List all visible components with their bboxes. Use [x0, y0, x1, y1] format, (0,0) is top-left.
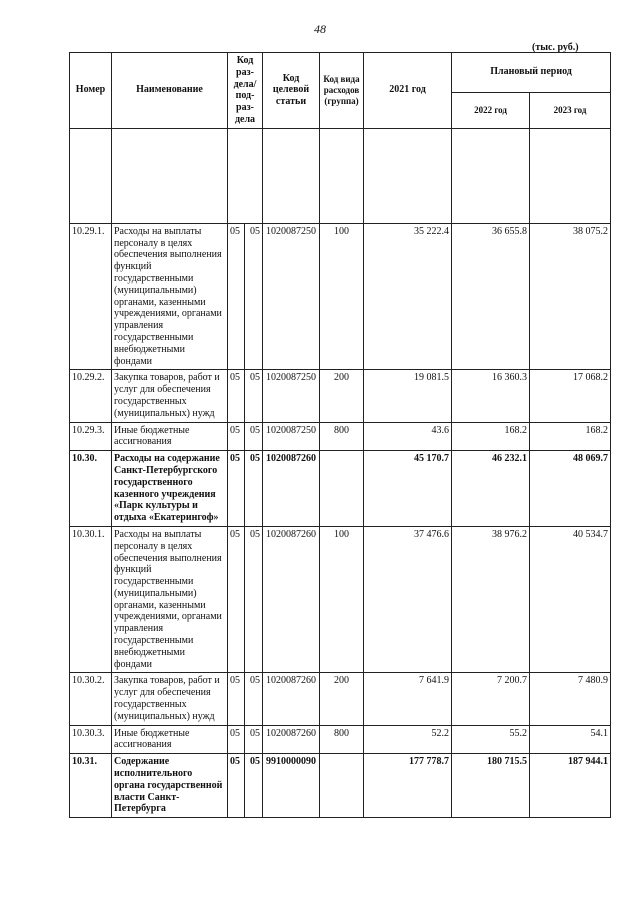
row-target-code: 1020087260: [263, 725, 320, 754]
row-value-2021: 177 778.7: [364, 754, 452, 818]
row-value-2023: 168.2: [530, 422, 611, 451]
table-row: [70, 754, 611, 818]
row-section: 05: [228, 223, 245, 370]
unit-note: (тыс. руб.): [532, 42, 579, 53]
row-number: 10.30.2.: [70, 673, 112, 725]
row-section: 05: [228, 526, 245, 673]
row-section: 05: [228, 370, 245, 422]
table-row: [70, 223, 611, 370]
table-row: [70, 526, 611, 673]
row-name: Расходы на содержание Санкт-Петербургского государственного казенного учреждения «Парк культуры и отдыха «Екатерингоф»: [112, 451, 228, 527]
row-target-code: 1020087250: [263, 223, 320, 370]
row-value-2023: 7 480.9: [530, 673, 611, 725]
row-expense-type: 800: [320, 725, 364, 754]
row-number: 10.30.: [70, 451, 112, 527]
row-subsection: 05: [245, 223, 263, 370]
row-expense-type: 100: [320, 526, 364, 673]
row-target-code: 1020087250: [263, 370, 320, 422]
table-row: [70, 451, 611, 527]
row-name: Иные бюджетные ассигнования: [112, 422, 228, 451]
row-expense-type: 800: [320, 422, 364, 451]
row-value-2023: 54.1: [530, 725, 611, 754]
row-value-2023: 38 075.2: [530, 223, 611, 370]
row-section: 05: [228, 754, 245, 818]
row-value-2022: 55.2: [452, 725, 530, 754]
header-planning-period: Плановый период: [452, 53, 611, 93]
row-value-2022: 7 200.7: [452, 673, 530, 725]
row-section: 05: [228, 422, 245, 451]
row-section: 05: [228, 725, 245, 754]
table-row: [70, 370, 611, 422]
row-value-2022: 36 655.8: [452, 223, 530, 370]
row-expense-type: 100: [320, 223, 364, 370]
row-name: Содержание исполнительного органа государственной власти Санкт-Петербурга: [112, 754, 228, 818]
row-name: Иные бюджетные ассигнования: [112, 725, 228, 754]
row-expense-type: 200: [320, 673, 364, 725]
row-name: Расходы на выплаты персоналу в целях обеспечения выполнения функций государственными (муниципальными) органами, казенными учреждениями, органами управления государственными внебюджетными фондами: [112, 223, 228, 370]
row-target-code: 1020087260: [263, 526, 320, 673]
row-expense-type: [320, 754, 364, 818]
row-expense-type: [320, 451, 364, 527]
row-section: 05: [228, 673, 245, 725]
header-name: Наименование: [112, 53, 228, 129]
row-value-2021: 7 641.9: [364, 673, 452, 725]
table-row: [70, 422, 611, 451]
row-value-2022: 168.2: [452, 422, 530, 451]
row-value-2023: 187 944.1: [530, 754, 611, 818]
row-value-2023: 48 069.7: [530, 451, 611, 527]
row-expense-type: 200: [320, 370, 364, 422]
row-name: Закупка товаров, работ и услуг для обеспечения государственных (муниципальных) нужд: [112, 673, 228, 725]
header-year-2023: 2023 год: [530, 92, 611, 128]
row-subsection: 05: [245, 526, 263, 673]
row-value-2022: 46 232.1: [452, 451, 530, 527]
table-body: [70, 223, 611, 817]
row-value-2023: 17 068.2: [530, 370, 611, 422]
row-value-2022: 16 360.3: [452, 370, 530, 422]
row-value-2023: 40 534.7: [530, 526, 611, 673]
row-value-2021: 45 170.7: [364, 451, 452, 527]
header-section-code: Код раз-дела/ под-раз-дела: [228, 53, 263, 129]
row-value-2021: 43.6: [364, 422, 452, 451]
header-year-2021: 2021 год: [364, 53, 452, 129]
table-row: [70, 725, 611, 754]
row-target-code: 1020087260: [263, 451, 320, 527]
row-subsection: 05: [245, 451, 263, 527]
row-subsection: 05: [245, 370, 263, 422]
header-expense-type-code: Код вида расходов (группа): [320, 53, 364, 129]
row-number: 10.29.3.: [70, 422, 112, 451]
row-subsection: 05: [245, 422, 263, 451]
row-number: 10.30.1.: [70, 526, 112, 673]
row-target-code: 9910000090: [263, 754, 320, 818]
row-value-2022: 180 715.5: [452, 754, 530, 818]
row-value-2021: 52.2: [364, 725, 452, 754]
row-section: 05: [228, 451, 245, 527]
row-number: 10.30.3.: [70, 725, 112, 754]
row-target-code: 1020087260: [263, 673, 320, 725]
row-target-code: 1020087250: [263, 422, 320, 451]
page-number: 48: [314, 22, 326, 36]
row-number: 10.29.1.: [70, 223, 112, 370]
row-number: 10.31.: [70, 754, 112, 818]
row-value-2021: 35 222.4: [364, 223, 452, 370]
row-subsection: 05: [245, 725, 263, 754]
row-value-2021: 19 081.5: [364, 370, 452, 422]
row-value-2022: 38 976.2: [452, 526, 530, 673]
row-number: 10.29.2.: [70, 370, 112, 422]
row-value-2021: 37 476.6: [364, 526, 452, 673]
table-row: [70, 673, 611, 725]
row-subsection: 05: [245, 673, 263, 725]
header-target-code: Код целевой статьи: [263, 53, 320, 129]
header-year-2022: 2022 год: [452, 92, 530, 128]
header-spacer: [70, 128, 611, 223]
budget-table: [69, 52, 611, 818]
header-number: Номер: [70, 53, 112, 129]
row-subsection: 05: [245, 754, 263, 818]
row-name: Закупка товаров, работ и услуг для обеспечения государственных (муниципальных) нужд: [112, 370, 228, 422]
row-name: Расходы на выплаты персоналу в целях обеспечения выполнения функций государственными (муниципальными) органами, казенными учреждениями, органами управления государственными внебюджетными фондами: [112, 526, 228, 673]
